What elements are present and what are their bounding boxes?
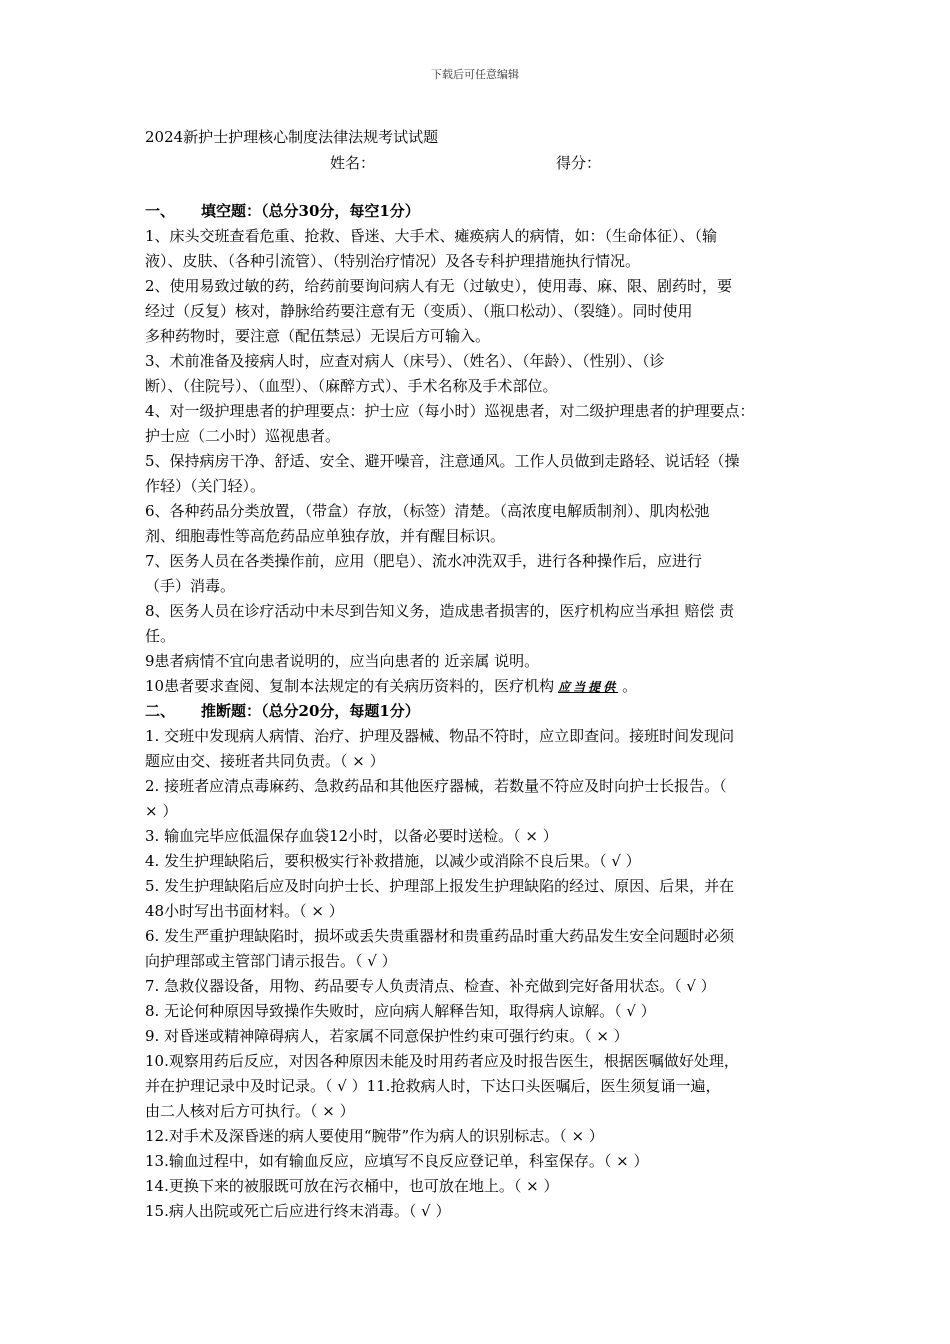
text-line: 断）、（住院号）、（血型）、（麻醉方式）、手术名称及手术部位。 [145,377,558,395]
text-line: 向护理部或主管部门请示报告。（ √ ） [145,952,397,970]
text-line: 4. 发生护理缺陷后，要积极实行补救措施，以减少或消除不良后果。（ √ ） [145,852,641,870]
fill-in-questions [145,224,811,674]
text-line: 任。 [145,627,176,645]
header-note: 下载后可任意编辑 [431,68,519,81]
text-line: 5. 发生护理缺陷后应及时向护士长、护理部上报发生护理缺陷的经过、原因、后果，并在 [145,877,735,895]
score-field-label: 得分： [556,154,602,172]
text-line: 12.对手术及深昏迷的病人要使用“腕带”作为病人的识别标志。（ × ） [145,1127,604,1145]
text-line: 6、各种药品分类放置，（带盒）存放，（标签）清楚。（高浓度电解质制剂）、肌肉松弛 [145,502,710,520]
fill-question-10 [145,674,811,699]
text-line: 剂、细胞毒性等高危药品应单独存放，并有醒目标识。 [145,527,506,545]
text-line: 多种药物时，要注意（配伍禁忌）无误后方可输入。 [145,327,491,345]
section-label: 推断题：（总分20分，每题1分） [201,702,420,720]
text-line: 10.观察用药后反应，对因各种原因未能及时用药者应及时报告医生，根据医嘱做好处理， [145,1052,739,1070]
handwritten-answer: 应当提供 [558,680,619,694]
text-line: 由二人核对后方可执行。（ × ） [145,1102,355,1120]
text-line: 5、保持病房干净、舒适、安全、避开噪音，注意通风。工作人员做到走路轻、说话轻（操 [145,452,740,470]
text-line: 9患者病情不宜向患者说明的，应当向患者的 近亲属 说明。 [145,652,540,670]
text-line: × ） [145,802,178,820]
text-line: 4、对一级护理患者的护理要点：护士应（每小时）巡视患者，对二级护理患者的护理要点： [145,402,755,420]
text-line: 护士应（二小时）巡视患者。 [145,427,341,445]
section-number: 一、 [145,202,176,220]
text-line: 48小时写出书面材料。（ × ） [145,902,344,920]
section-label: 填空题：（总分30分，每空1分） [201,202,420,220]
text-line: 8、医务人员在诊疗活动中未尽到告知义务，造成患者损害的，医疗机构应当承担 赔偿 责 [145,602,735,620]
text-line: 7、医务人员在各类操作前，应用（肥皂）、流水冲洗双手，进行各种操作后，应进行 [145,552,703,570]
true-false-questions [145,724,811,1224]
text-line: 9. 对昏迷或精神障碍病人，若家属不同意保护性约束可强行约束。（ × ） [145,1027,629,1045]
text-line: 14.更换下来的被服既可放在污衣桶中，也可放在地上。（ × ） [145,1177,559,1195]
text-line: 15.病人出院或死亡后应进行终末消毒。（ √ ） [145,1202,451,1220]
text-line: 6. 发生严重护理缺陷时，损坏或丢失贵重器材和贵重药品时重大药品发生安全问题时必须 [145,927,735,945]
exam-content [145,199,811,1224]
text-line: 题应由交、接班者共同负责。（ × ） [145,752,385,770]
text-line: 3、术前准备及接病人时，应查对病人（床号）、（姓名）、（年龄）、（性别）、（诊 [145,352,665,370]
section-heading-fill [145,199,811,224]
text-line: 8. 无论何种原因导致操作失败时，应向病人解释告知，取得病人谅解。（ √ ） [145,1002,656,1020]
text-line: 经过（反复）核对，静脉给药要注意有无（变质）、（瓶口松动）、（裂缝）。同时使用 [145,302,693,320]
section-number: 二、 [145,702,176,720]
text-line: 7. 急救仪器设备，用物、药品要专人负责清点、检查、补充做到完好备用状态。（ √ ） [145,977,716,995]
text-line: （手）消毒。 [145,577,236,595]
text-line: 液）、皮肤、（各种引流管）、（特别治疗情况）及各专科护理措施执行情况。 [145,252,641,270]
section-heading-judge [145,699,811,724]
text-line: 1、床头交班查看危重、抢救、昏迷、大手术、瘫痪病人的病情，如：（生命体征）、（输 [145,227,718,245]
text-line: 3. 输血完毕应低温保存血袋12小时，以备必要时送检。（ × ） [145,827,558,845]
text-line: 作轻）（关门轻）。 [145,477,266,495]
name-field-label: 姓名： [330,154,376,172]
text-line: 1. 交班中发现病人病情、治疗、护理及器械、物品不符时，应立即查问。接班时间发现问 [145,727,735,745]
text-line: 13.输血过程中，如有输血反应，应填写不良反应登记单，科室保存。（ × ） [145,1152,649,1170]
text-line: 并在护理记录中及时记录。（ √ ）11.抢救病人时，下达口头医嘱后，医生须复诵一遍， [145,1077,721,1095]
text-line: 2. 接班者应清点毒麻药、急救药品和其他医疗器械，若数量不符应及时向护士长报告。（ [145,777,727,795]
text-line: 2、使用易致过敏的药，给药前要询问病人有无（过敏史），使用毒、麻、限、剧药时，要 [145,277,733,295]
page-title: 2024新护士护理核心制度法律法规考试试题 [145,128,439,146]
question-text: 10患者要求查阅、复制本法规定的有关病历资料的，医疗机构 [145,677,555,695]
question-end: 。 [622,677,638,695]
